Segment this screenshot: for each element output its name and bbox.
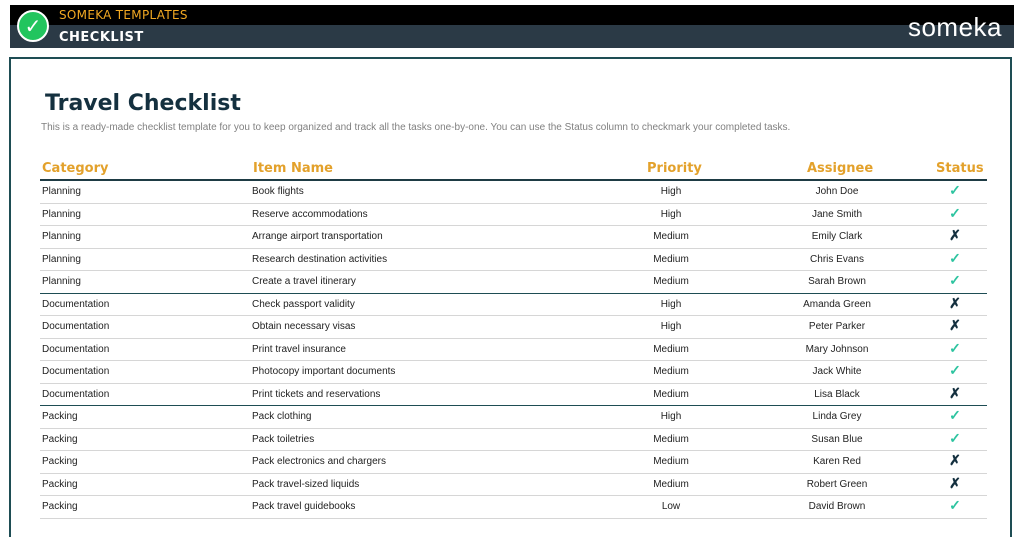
category-cell: Documentation <box>42 388 110 400</box>
assignee-cell: Emily Clark <box>811 231 863 242</box>
assignee-cell: Lisa Black <box>814 388 860 400</box>
category-cell: Packing <box>42 501 78 512</box>
priority-cell: Medium <box>653 478 689 490</box>
column-header-status: Status <box>936 161 984 176</box>
item-name-cell: Research destination activities <box>252 253 388 265</box>
item-name-cell: Pack clothing <box>252 411 312 422</box>
priority-cell: Medium <box>653 388 689 400</box>
assignee-cell: Susan Blue <box>811 433 863 445</box>
table-row[interactable] <box>40 361 987 384</box>
assignee-cell: John Doe <box>815 186 859 197</box>
brand-subtitle: SOMEKA TEMPLATES <box>59 8 188 22</box>
assignee-cell: Mary Johnson <box>805 343 869 355</box>
category-cell: Documentation <box>42 298 110 310</box>
status-cell[interactable]: ✓ <box>949 429 961 446</box>
status-cell[interactable]: ✓ <box>949 362 961 378</box>
status-cell[interactable]: ✓ <box>949 182 961 198</box>
column-header-item-name: Item Name <box>253 161 333 176</box>
priority-cell: Medium <box>653 433 689 445</box>
priority-cell: Medium <box>653 253 689 265</box>
page-description: This is a ready-made checklist template for you to keep organized and track all the tasks one-by-one. You can use the Status column to checkmark your completed tasks. <box>41 122 791 133</box>
priority-cell: High <box>660 321 682 332</box>
table-header <box>40 159 987 181</box>
priority-cell: High <box>660 208 682 220</box>
table-row[interactable] <box>40 226 987 249</box>
category-cell: Planning <box>42 276 81 287</box>
table-row[interactable] <box>40 429 987 452</box>
page-title: Travel Checklist <box>45 91 241 116</box>
assignee-cell: Karen Red <box>813 456 861 467</box>
item-name-cell: Reserve accommodations <box>252 208 368 220</box>
priority-cell: Medium <box>653 231 689 242</box>
category-cell: Documentation <box>42 366 110 377</box>
status-cell[interactable]: ✓ <box>949 272 961 288</box>
header-sub-bar <box>10 25 1014 48</box>
priority-cell: High <box>660 411 682 422</box>
item-name-cell: Pack toiletries <box>252 433 315 445</box>
category-cell: Documentation <box>42 343 110 355</box>
assignee-cell: Jack White <box>812 366 862 377</box>
table-row[interactable] <box>40 406 987 429</box>
table-row[interactable] <box>40 294 987 317</box>
checklist-panel <box>9 57 1012 537</box>
app-header <box>0 0 1024 48</box>
assignee-cell: Sarah Brown <box>808 276 866 287</box>
table-row[interactable] <box>40 384 987 407</box>
status-cell[interactable]: ✓ <box>949 407 961 423</box>
item-name-cell: Check passport validity <box>252 298 355 310</box>
someka-logo[interactable]: someka <box>907 12 1002 42</box>
table-row[interactable] <box>40 451 987 474</box>
column-header-priority: Priority <box>647 161 702 176</box>
check-logo-icon: ✓ <box>17 10 49 42</box>
status-cell[interactable]: ✗ <box>949 317 961 333</box>
category-cell: Packing <box>42 411 78 422</box>
item-name-cell: Arrange airport transportation <box>252 231 383 242</box>
assignee-cell: Chris Evans <box>810 253 864 265</box>
table-row[interactable] <box>40 204 987 227</box>
assignee-cell: Peter Parker <box>808 321 866 332</box>
item-name-cell: Book flights <box>252 186 304 197</box>
item-name-cell: Pack electronics and chargers <box>252 456 386 467</box>
priority-cell: High <box>660 298 682 310</box>
table-row[interactable] <box>40 496 987 519</box>
category-cell: Planning <box>42 186 81 197</box>
assignee-cell: Linda Grey <box>812 411 862 422</box>
table-row[interactable] <box>40 271 987 294</box>
assignee-cell: Amanda Green <box>803 298 871 310</box>
table-row[interactable] <box>40 316 987 339</box>
item-name-cell: Obtain necessary visas <box>252 321 356 332</box>
item-name-cell: Pack travel guidebooks <box>252 501 356 512</box>
item-name-cell: Pack travel-sized liquids <box>252 478 360 490</box>
item-name-cell: Create a travel itinerary <box>252 276 356 287</box>
category-cell: Packing <box>42 433 78 445</box>
table-row[interactable] <box>40 474 987 497</box>
status-cell[interactable]: ✓ <box>949 249 961 266</box>
category-cell: Planning <box>42 231 81 242</box>
status-cell[interactable]: ✗ <box>949 384 961 401</box>
checklist-table <box>40 181 987 519</box>
assignee-cell: Jane Smith <box>811 208 863 220</box>
priority-cell: Medium <box>653 343 689 355</box>
status-cell[interactable]: ✓ <box>949 339 961 356</box>
category-cell: Packing <box>42 478 78 490</box>
item-name-cell: Photocopy important documents <box>252 366 396 377</box>
category-cell: Planning <box>42 208 81 220</box>
category-cell: Packing <box>42 456 78 467</box>
table-row[interactable] <box>40 339 987 362</box>
status-cell[interactable]: ✓ <box>949 497 961 513</box>
item-name-cell: Print travel insurance <box>252 343 346 355</box>
priority-cell: High <box>660 186 682 197</box>
priority-cell: Medium <box>653 366 689 377</box>
status-cell[interactable]: ✗ <box>949 452 961 468</box>
priority-cell: Medium <box>653 456 689 467</box>
assignee-cell: David Brown <box>808 501 866 512</box>
status-cell[interactable]: ✗ <box>949 294 961 311</box>
column-header-assignee: Assignee <box>807 161 874 176</box>
section-title: CHECKLIST <box>59 30 144 45</box>
status-cell[interactable]: ✗ <box>949 474 961 491</box>
priority-cell: Low <box>661 501 681 512</box>
table-row[interactable] <box>40 181 987 204</box>
priority-cell: Medium <box>653 276 689 287</box>
category-cell: Documentation <box>42 321 110 332</box>
column-header-category: Category <box>42 161 109 176</box>
assignee-cell: Robert Green <box>806 478 868 490</box>
item-name-cell: Print tickets and reservations <box>252 388 381 400</box>
status-cell[interactable]: ✓ <box>949 204 961 221</box>
table-row[interactable] <box>40 249 987 272</box>
category-cell: Planning <box>42 253 81 265</box>
status-cell[interactable]: ✗ <box>949 227 961 243</box>
